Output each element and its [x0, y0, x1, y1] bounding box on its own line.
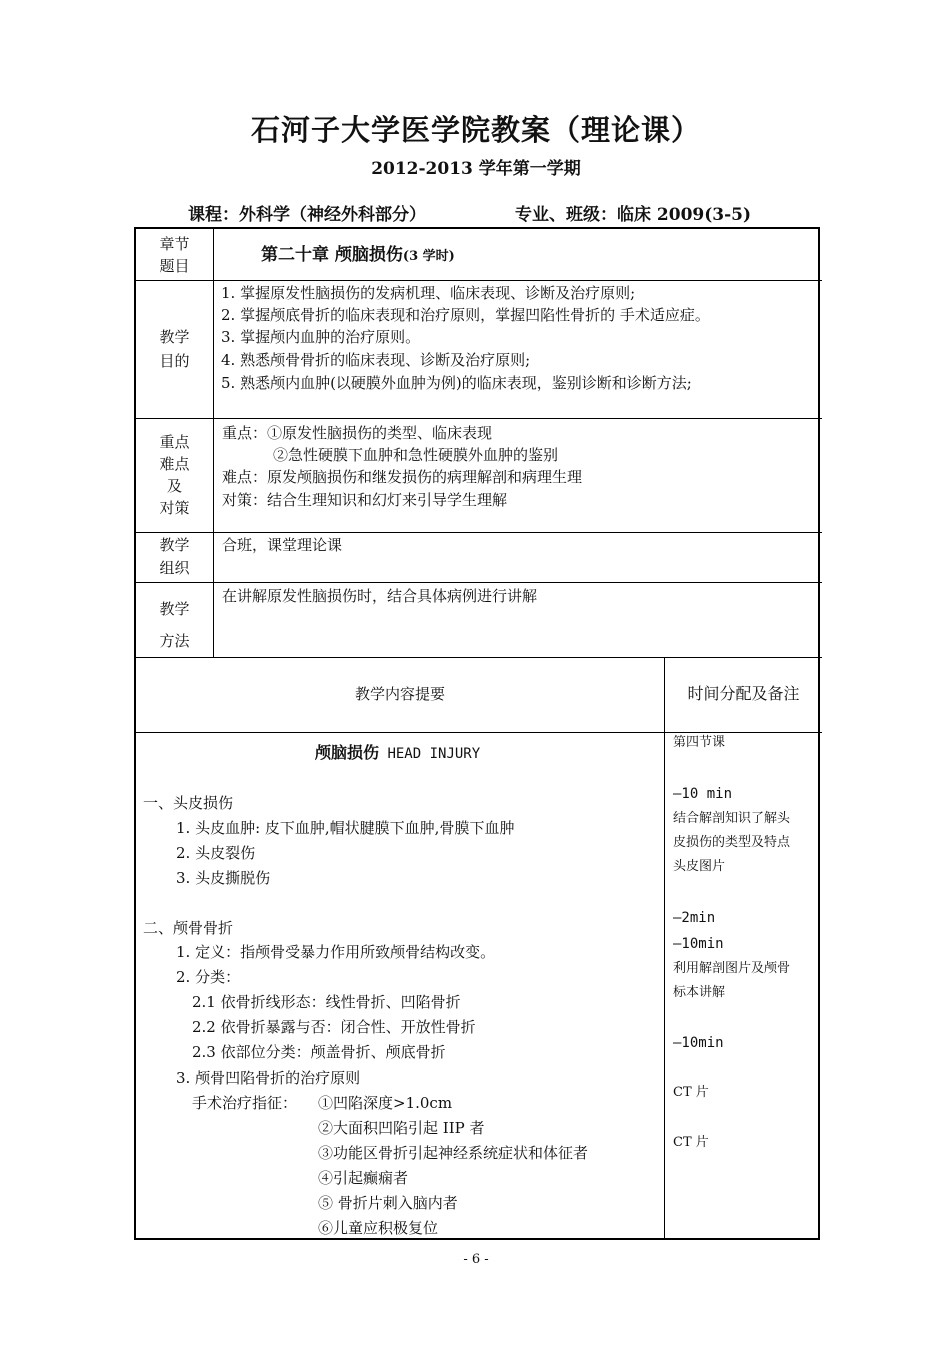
remark-note: CT 片: [673, 1085, 709, 1100]
list-item: 1. 头皮血肿: 皮下血肿,帽状腱膜下血肿,骨膜下血肿: [176, 819, 515, 837]
label-column-divider: [213, 229, 214, 658]
remark-note: 标本讲解: [673, 985, 726, 1000]
indication-item: ⑥儿童应积极复位: [318, 1219, 439, 1237]
list-item: 2.2 依骨折暴露与否：闭合性、开放性骨折: [192, 1018, 476, 1036]
page-number: - 6 -: [463, 1252, 489, 1267]
keypoint-line: 对策：结合生理知识和幻灯来引导学生理解: [222, 491, 508, 509]
indication-label: 手术治疗指征：: [192, 1094, 298, 1112]
chapter-title: 第二十章 颅脑损伤(3 学时): [261, 245, 455, 265]
method-label: 教学 方法: [159, 600, 190, 650]
time-note: —10min: [673, 936, 724, 952]
skull-section-title: 二、颅骨骨折: [143, 919, 234, 937]
lesson-note: 第四节课: [673, 735, 726, 750]
list-item: 2. 分类：: [176, 968, 241, 986]
content-header: 教学内容提要: [354, 685, 445, 703]
time-note: —10min: [673, 1035, 724, 1051]
page-title: 石河子大学医学院教案（理论课）: [250, 113, 701, 147]
objectives-label: 教学 目的: [159, 328, 190, 370]
organization-label: 教学 组织: [159, 536, 190, 577]
time-note: —10 min: [673, 786, 733, 802]
row-divider: [136, 418, 822, 419]
notes-column-divider: [664, 657, 665, 1240]
remark-note: 皮损伤的类型及特点: [673, 835, 791, 850]
objective-item: 2. 掌握颅底骨折的临床表现和治疗原则，掌握凹陷性骨折的 手术适应症。: [221, 306, 710, 324]
time-note: —2min: [673, 910, 716, 926]
objective-item: 4. 熟悉颅骨骨折的临床表现、诊断及治疗原则;: [221, 351, 531, 369]
list-item: 3. 头皮撕脱伤: [176, 869, 271, 887]
remark-note: 利用解剖图片及颅骨: [673, 961, 791, 976]
course-label: 课程：外科学（神经外科部分）: [188, 205, 426, 225]
method-text: 在讲解原发性脑损伤时，结合具体病例进行讲解: [222, 587, 538, 605]
indication-item: ⑤ 骨折片刺入脑内者: [318, 1194, 458, 1212]
scalp-section-title: 一、头皮损伤: [143, 794, 234, 812]
row-divider: [136, 582, 822, 583]
keypoint-line: 难点：原发颅脑损伤和继发损伤的病理解剖和病理生理: [222, 468, 583, 486]
chapter-label: 章节 题目: [159, 235, 190, 275]
objective-item: 5. 熟悉颅内血肿(以硬膜外血肿为例)的临床表现，鉴别诊断和诊断方法;: [221, 374, 692, 392]
list-item: 2.3 依部位分类：颅盖骨折、颅底骨折: [192, 1043, 446, 1061]
remark-note: CT 片: [673, 1135, 709, 1150]
list-item: 1. 定义：指颅骨受暴力作用所致颅骨结构改变。: [176, 943, 496, 961]
keypoint-line: ②急性硬膜下血肿和急性硬膜外血肿的鉴别: [273, 446, 559, 464]
keypoints-label: 重点 难点 及 对策: [159, 433, 190, 517]
notes-header: 时间分配及备注: [687, 684, 800, 703]
objective-item: 1. 掌握原发性脑损伤的发病机理、临床表现、诊断及治疗原则;: [221, 284, 636, 302]
remark-note: 头皮图片: [673, 859, 726, 874]
indication-item: ④引起癫痫者: [318, 1169, 409, 1187]
major-class-label: 专业、班级：临床 2009(3-5): [515, 205, 752, 225]
content-heading: 颅脑损伤 HEAD INJURY: [315, 743, 481, 762]
objective-item: 3. 掌握颅内血肿的治疗原则。: [221, 328, 421, 346]
row-divider: [136, 657, 822, 658]
indication-item: ①凹陷深度>1.0cm: [318, 1094, 453, 1112]
keypoint-line: 重点：①原发性脑损伤的类型、临床表现: [222, 424, 493, 442]
list-item: 3. 颅骨凹陷骨折的治疗原则: [176, 1069, 361, 1087]
organization-text: 合班，课堂理论课: [222, 536, 343, 554]
remark-note: 结合解剖知识了解头: [673, 811, 791, 826]
indication-item: ②大面积凹陷引起 IIP 者: [318, 1119, 485, 1137]
list-item: 2. 头皮裂伤: [176, 844, 256, 862]
list-item: 2.1 依骨折线形态：线性骨折、凹陷骨折: [192, 993, 461, 1011]
indication-item: ③功能区骨折引起神经系统症状和体征者: [318, 1144, 589, 1162]
semester: 2012-2013 学年第一学期: [371, 159, 581, 179]
